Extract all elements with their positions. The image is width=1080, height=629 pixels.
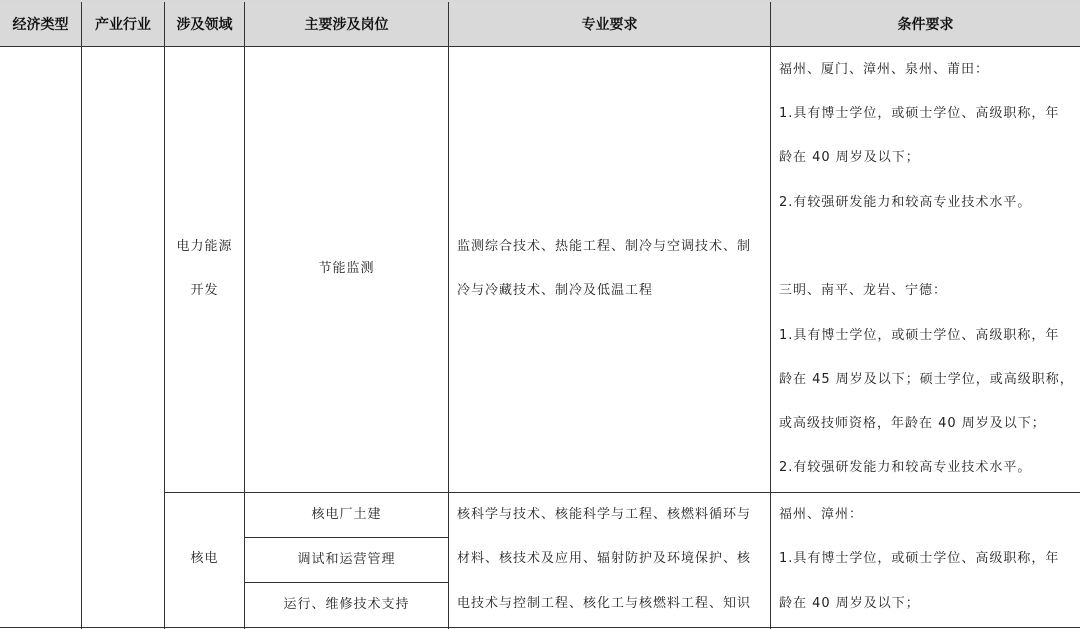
grid-line [448, 2, 449, 629]
header-field: 涉及领域 [165, 2, 245, 47]
condition-line: 2.有较强研发能力和较高专业技术水平。 [779, 195, 1032, 210]
condition-line: 福州、漳州： [779, 507, 864, 522]
header-conditions: 条件要求 [771, 2, 1080, 47]
header-economic-type: 经济类型 [0, 2, 82, 47]
condition-line: 2.有较强研发能力和较高专业技术水平。 [779, 460, 1032, 475]
major-line: 冷与冷藏技术、制冷及低温工程 [457, 283, 654, 298]
condition-line: 1.具有博士学位，或硕士学位、高级职称，年 [779, 551, 1060, 566]
condition-line: 1.具有博士学位，或硕士学位、高级职称，年 [779, 328, 1060, 343]
position-energy-monitoring: 节能监测 [318, 261, 375, 276]
header-positions: 主要涉及岗位 [245, 2, 449, 47]
condition-line: 福州、厦门、漳州、泉州、莆田： [779, 62, 990, 77]
condition-line: 1.具有博士学位，或硕士学位、高级职称，年 [779, 106, 1060, 121]
condition-line: 或高级技师资格，年龄在 40 周岁及以下； [779, 416, 1046, 431]
condition-line: 龄在 40 周岁及以下； [779, 150, 920, 165]
position-item: 调试和运营管理 [297, 552, 396, 567]
header-industry: 产业行业 [82, 2, 165, 47]
grid-line [770, 2, 771, 629]
major-line: 监测综合技术、热能工程、制冷与空调技术、制 [457, 239, 752, 254]
position-item: 核电厂土建 [311, 507, 382, 522]
field-nuclear-power: 核电 [190, 551, 219, 566]
major-line: 电技术与控制工程、核化工与核燃料工程、知识 [457, 596, 752, 611]
condition-line: 三明、南平、龙岩、宁德： [779, 283, 948, 298]
condition-line: 龄在 45 周岁及以下；硕士学位，或高级职称， [779, 372, 1074, 387]
field-power-energy [165, 225, 244, 313]
major-line: 核科学与技术、核能科学与工程、核燃料循环与 [457, 507, 752, 522]
header-major-requirements: 专业要求 [449, 2, 771, 47]
field-line: 开发 [190, 283, 219, 298]
major-line: 材料、核技术及应用、辐射防护及环境保护、核 [457, 551, 752, 566]
field-line: 电力能源 [176, 239, 233, 254]
position-item: 运行、维修技术支持 [283, 597, 410, 612]
condition-line: 龄在 40 周岁及以下； [779, 596, 920, 611]
grid-line [164, 2, 165, 629]
grid-line [81, 2, 82, 629]
bottom-border [0, 627, 1080, 628]
